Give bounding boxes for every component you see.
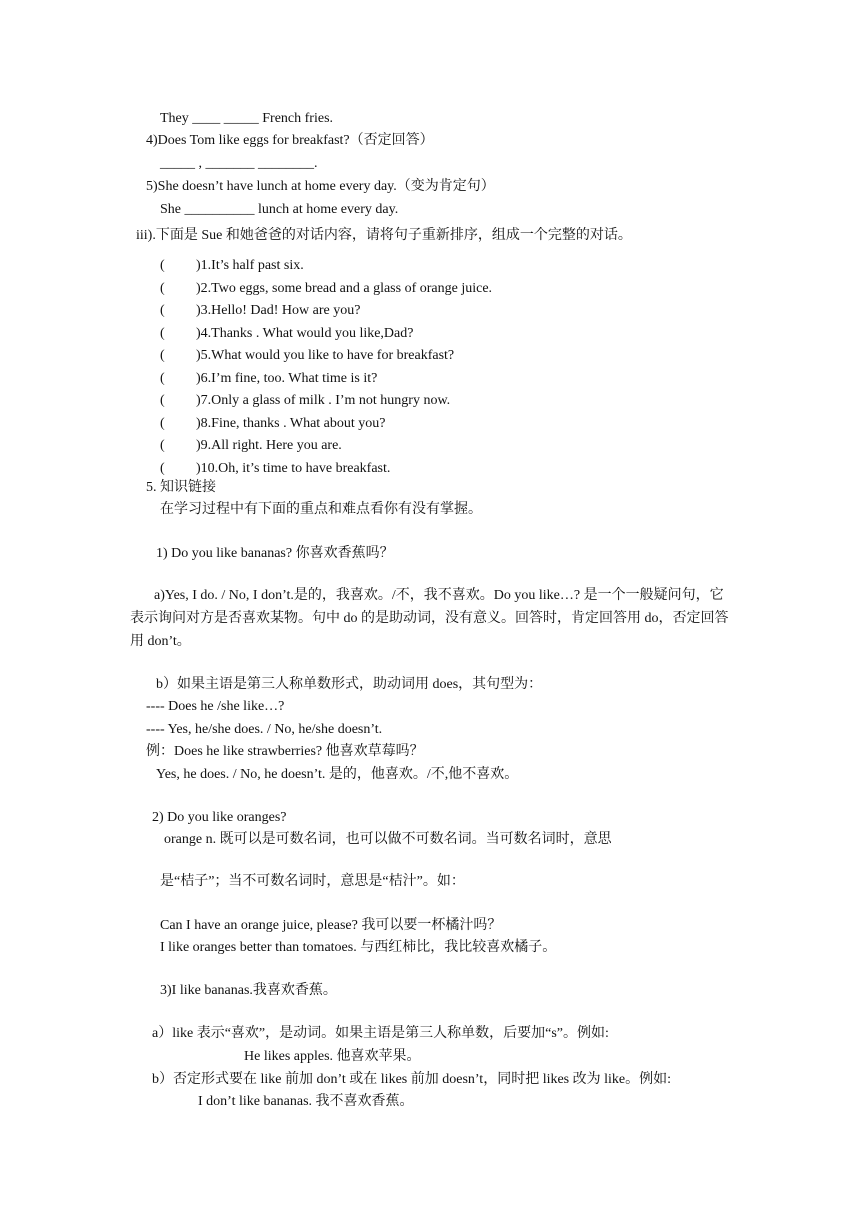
dialogue-sentence: )8.Fine, thanks . What about you? <box>196 416 386 431</box>
knowledge-intro: 在学习过程中有下面的重点和难点看你有没有掌握。 <box>160 502 482 517</box>
dialogue-sentence: )7.Only a glass of milk . I’m not hungry now. <box>196 393 451 408</box>
dialogue-sentence: )10.Oh, it’s time to have breakfast. <box>196 461 391 476</box>
point-1-question-pattern: ---- Does he /she like…? <box>146 699 285 714</box>
answer-paren: ( <box>160 371 165 386</box>
point-2-example-2: I like oranges better than tomatoes. 与西红柿比，我比较喜欢橘子。 <box>160 940 557 955</box>
answer-paren: ( <box>160 326 165 341</box>
question-4: 4)Does Tom like eggs for breakfast?（否定回答） <box>146 133 434 148</box>
dialogue-sentence: )3.Hello! Dad! How are you? <box>196 303 361 318</box>
point-2-line-2: 是“桔子”；当不可数名词时，意思是“桔汁”。如： <box>160 874 465 889</box>
point-2-line-1: orange n. 既可以是可数名词，也可以做不可数名词。当可数名词时，意思 <box>164 832 612 847</box>
dialogue-sentence: )9.All right. Here you are. <box>196 438 342 453</box>
point-3-title: 3)I like bananas.我喜欢香蕉。 <box>160 983 337 998</box>
answer-paren: ( <box>160 258 165 273</box>
point-2-example-1: Can I have an orange juice, please? 我可以要一杯橘汁吗？ <box>160 918 502 933</box>
knowledge-heading: 5. 知识链接 <box>146 480 216 495</box>
dialogue-sentence: )6.I’m fine, too. What time is it? <box>196 371 378 386</box>
point-1-explanation-b: b）如果主语是第三人称单数形式，助动词用 does，其句型为： <box>156 677 543 692</box>
answer-paren: ( <box>160 416 165 431</box>
point-3-explanation-a: a）like 表示“喜欢”，是动词。如果主语是第三人称单数，后要加“s”。例如: <box>152 1026 609 1041</box>
answer-paren: ( <box>160 348 165 363</box>
question-4-answer: _____ , _______ ________. <box>160 156 318 171</box>
answer-paren: ( <box>160 303 165 318</box>
exercise-line-they: They ____ _____ French fries. <box>160 111 334 126</box>
dialogue-sentence: )5.What would you like to have for breakfast? <box>196 348 455 363</box>
point-3-example-a: He likes apples. 他喜欢苹果。 <box>244 1049 421 1064</box>
point-2-title: 2) Do you like oranges? <box>152 810 287 825</box>
answer-paren: ( <box>160 281 165 296</box>
point-1-example-answer: Yes, he does. / No, he doesn’t. 是的，他喜欢。/不,他不喜欢。 <box>156 767 519 782</box>
point-1-title: 1) Do you like bananas? 你喜欢香蕉吗？ <box>156 546 394 561</box>
point-1-example: 例：Does he like strawberries? 他喜欢草莓吗？ <box>146 744 424 759</box>
answer-paren: ( <box>160 393 165 408</box>
question-5-answer: She __________ lunch at home every day. <box>160 202 399 217</box>
section-iii-heading: iii).下面是 Sue 和她爸爸的对话内容，请将句子重新排序，组成一个完整的对话。 <box>136 228 632 243</box>
dialogue-sentence: )1.It’s half past six. <box>196 258 304 273</box>
point-3-example-b: I don’t like bananas. 我不喜欢香蕉。 <box>198 1094 414 1109</box>
dialogue-sentence: )4.Thanks . What would you like,Dad? <box>196 326 414 341</box>
dialogue-sentence: )2.Two eggs, some bread and a glass of orange juice. <box>196 281 493 296</box>
question-5: 5)She doesn’t have lunch at home every day.（变为肯定句） <box>146 179 495 194</box>
answer-paren: ( <box>160 461 165 476</box>
answer-paren: ( <box>160 438 165 453</box>
point-3-explanation-b: b）否定形式要在 like 前加 don’t 或在 likes 前加 doesn’t，同时把 likes 改为 like。例如: <box>152 1072 672 1087</box>
point-1-answer-pattern: ---- Yes, he/she does. / No, he/she doesn’t. <box>146 722 383 737</box>
point-1-explanation-a: a)Yes, I do. / No, I don’t.是的，我喜欢。/不，我不喜欢。Do you like…? 是一个一般疑问句，它表示询问对方是否喜欢某物。句中 do 的是助动词，没有意义。回答时，肯定回答用 do，否定回答用 don’t。 <box>130 588 729 649</box>
